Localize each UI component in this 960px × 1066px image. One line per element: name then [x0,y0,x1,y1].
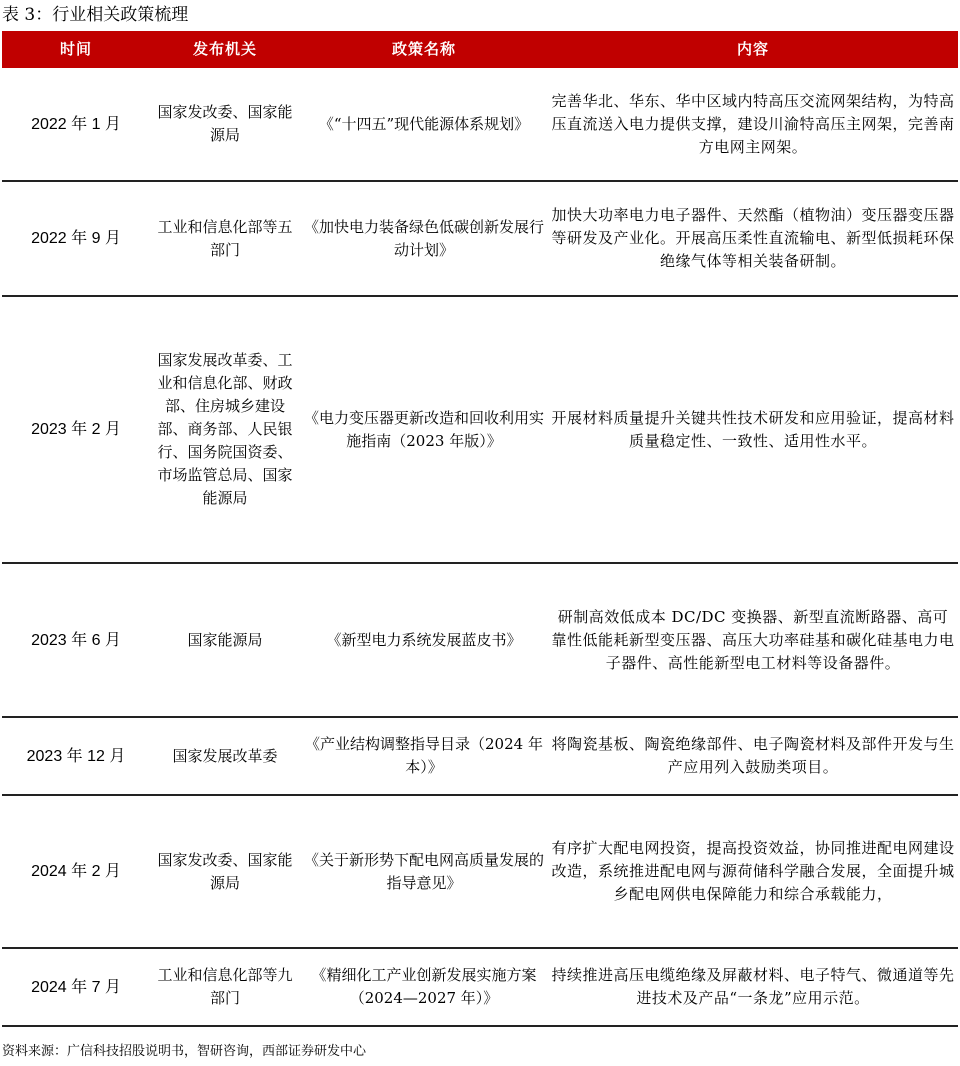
table-row [2,795,958,948]
row-date: 2024 年 2 月 [2,795,150,948]
row-policy: 《新型电力系统发展蓝皮书》 [300,563,548,717]
row-policy: 《电力变压器更新改造和回收利用实施指南（2023 年版）》 [300,296,548,563]
source-note: 资料来源：广信科技招股说明书，智研咨询，西部证券研发中心 [2,1044,367,1059]
row-agency: 国家发展改革委 [150,717,300,795]
row-date: 2024 年 7 月 [2,948,150,1026]
row-agency: 国家发改委、国家能源局 [150,795,300,948]
column-header-policy: 政策名称 [300,31,548,68]
row-content: 将陶瓷基板、陶瓷绝缘部件、电子陶瓷材料及部件开发与生产应用列入鼓励类项目。 [548,717,958,795]
table-row [2,948,958,1026]
table-row [2,717,958,795]
table-row [2,296,958,563]
row-date: 2023 年 6 月 [2,563,150,717]
row-date: 2023 年 2 月 [2,296,150,563]
table-row [2,563,958,717]
row-policy: 《关于新形势下配电网高质量发展的指导意见》 [300,795,548,948]
table-header-row [2,31,958,68]
row-policy: 《“十四五”现代能源体系规划》 [300,68,548,181]
row-date: 2022 年 9 月 [2,181,150,296]
table-title: 表 3：行业相关政策梳理 [2,5,189,25]
column-header-agency: 发布机关 [150,31,300,68]
row-content: 完善华北、华东、华中区域内特高压交流网架结构，为特高压直流送入电力提供支撑，建设川渝特高压主网架，完善南方电网主网架。 [548,68,958,181]
row-policy: 《精细化工产业创新发展实施方案（2024—2027 年）》 [300,948,548,1026]
row-date: 2022 年 1 月 [2,68,150,181]
row-content: 研制高效低成本 DC/DC 变换器、新型直流断路器、高可靠性低能耗新型变压器、高压大功率硅基和碳化硅基电力电子器件、高性能新型电工材料等设备器件。 [548,563,958,717]
row-agency: 工业和信息化部等五部门 [150,181,300,296]
row-policy: 《加快电力装备绿色低碳创新发展行动计划》 [300,181,548,296]
table-row [2,181,958,296]
row-content: 开展材料质量提升关键共性技术研发和应用验证，提高材料质量稳定性、一致性、适用性水平。 [548,296,958,563]
row-content: 加快大功率电力电子器件、天然酯（植物油）变压器变压器等研发及产业化。开展高压柔性直流输电、新型低损耗环保绝缘气体等相关装备研制。 [548,181,958,296]
row-agency: 国家能源局 [150,563,300,717]
policy-table [2,31,958,1027]
column-header-date: 时间 [2,31,150,68]
row-content: 持续推进高压电缆绝缘及屏蔽材料、电子特气、微通道等先进技术及产品“一条龙”应用示范。 [548,948,958,1026]
row-agency: 工业和信息化部等九部门 [150,948,300,1026]
row-content: 有序扩大配电网投资，提高投资效益，协同推进配电网建设改造，系统推进配电网与源荷储科学融合发展，全面提升城乡配电网供电保障能力和综合承载能力， [548,795,958,948]
row-agency: 国家发改委、国家能源局 [150,68,300,181]
row-policy: 《产业结构调整指导目录（2024 年本）》 [300,717,548,795]
row-agency: 国家发展改革委、工业和信息化部、财政部、住房城乡建设部、商务部、人民银行、国务院国资委、市场监管总局、国家能源局 [150,296,300,563]
column-header-content: 内容 [548,31,958,68]
table-row [2,68,958,181]
row-date: 2023 年 12 月 [2,717,150,795]
